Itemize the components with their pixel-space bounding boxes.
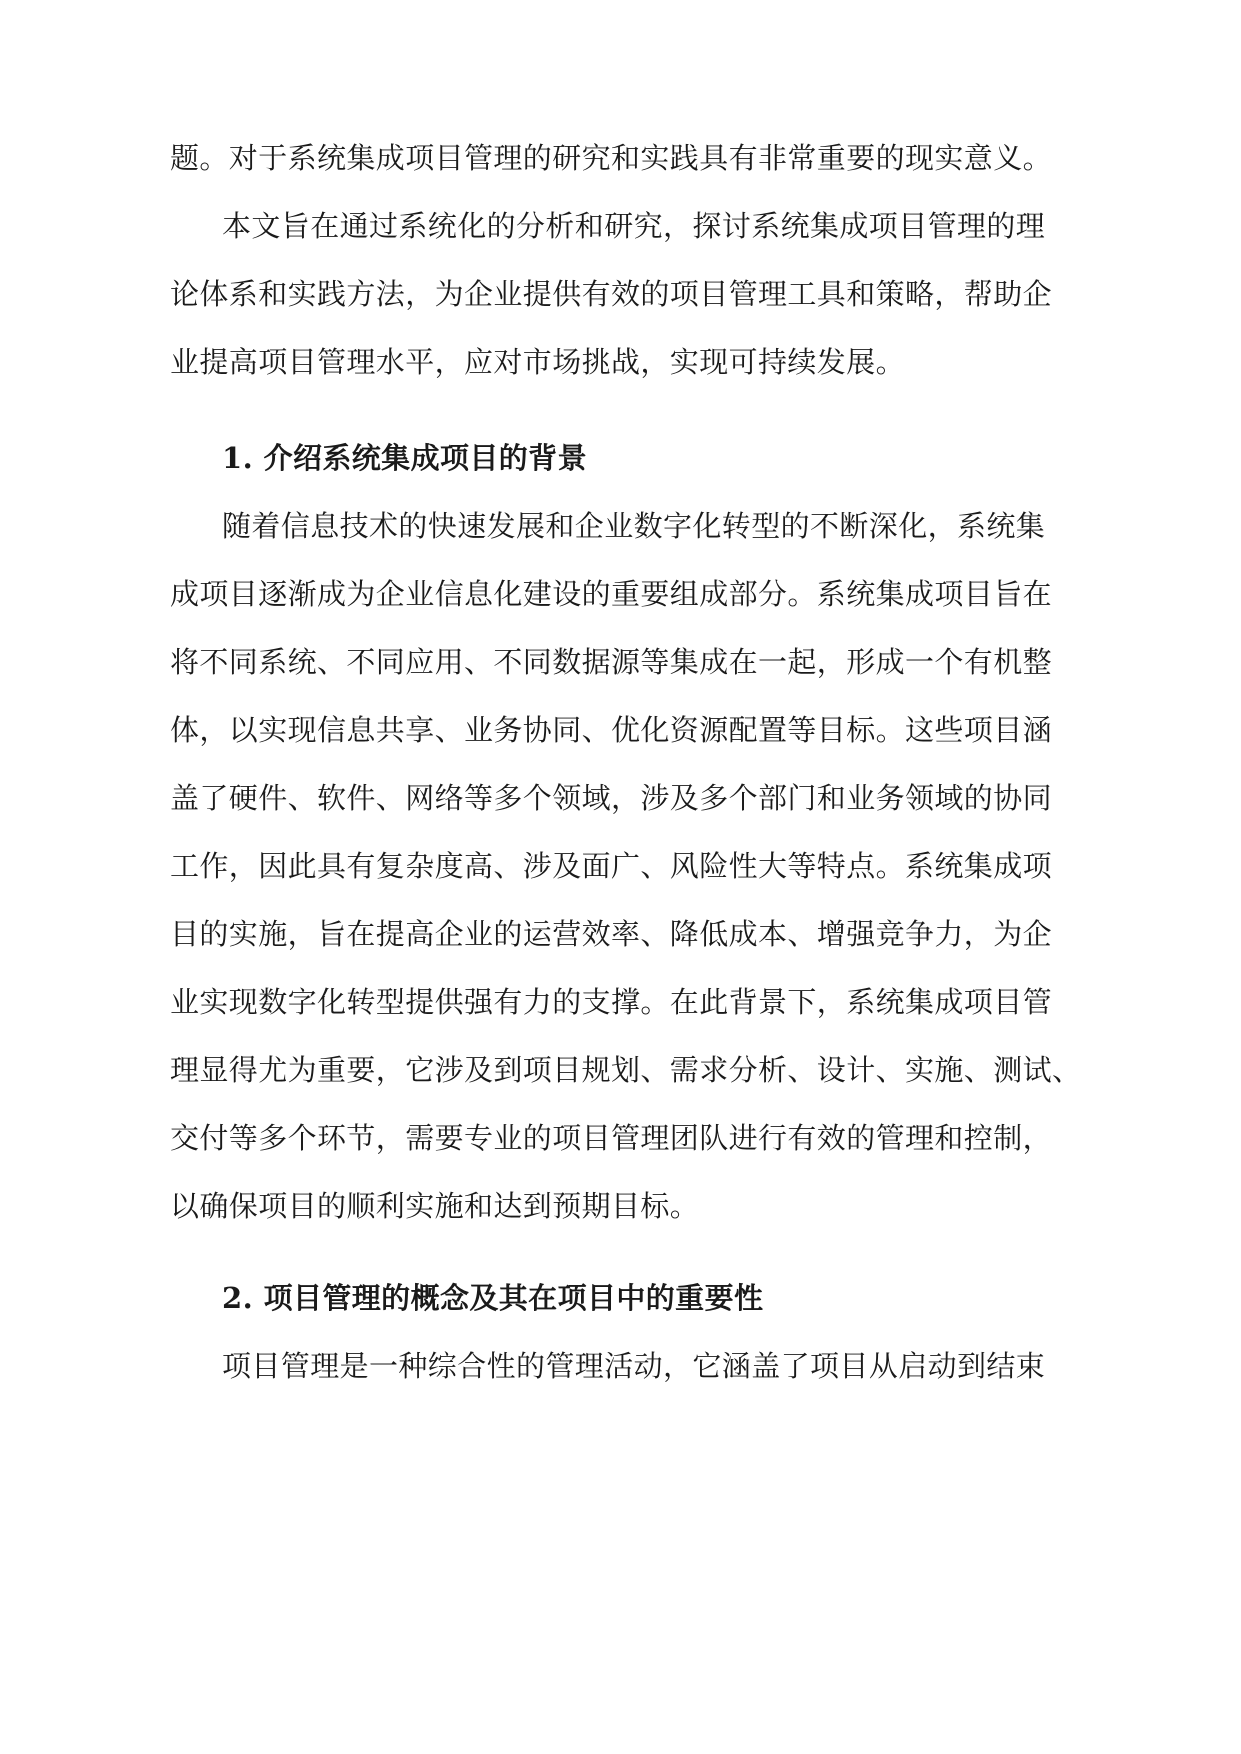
body-text-line: 以确保项目的顺利实施和达到预期目标。 — [170, 1189, 700, 1223]
body-text-line: 业实现数字化转型提供强有力的支撑。在此背景下，系统集成项目管 — [170, 985, 1053, 1019]
body-text-line: 理显得尤为重要，它涉及到项目规划、需求分析、设计、实施、测试、 — [170, 1053, 1082, 1087]
body-text-line: 业提高项目管理水平，应对市场挑战，实现可持续发展。 — [170, 345, 906, 379]
section-heading: 2. 项目管理的概念及其在项目中的重要性 — [222, 1281, 764, 1315]
body-text-line: 盖了硬件、软件、网络等多个领域，涉及多个部门和业务领域的协同 — [170, 781, 1053, 815]
body-text-line: 论体系和实践方法，为企业提供有效的项目管理工具和策略，帮助企 — [170, 277, 1053, 311]
body-text-line: 随着信息技术的快速发展和企业数字化转型的不断深化，系统集 — [222, 509, 1046, 543]
body-text-line: 项目管理是一种综合性的管理活动，它涵盖了项目从启动到结束 — [222, 1349, 1046, 1383]
body-text-line: 将不同系统、不同应用、不同数据源等集成在一起，形成一个有机整 — [170, 645, 1053, 679]
section-heading: 1. 介绍系统集成项目的背景 — [222, 441, 587, 475]
body-text-line: 交付等多个环节，需要专业的项目管理团队进行有效的管理和控制， — [170, 1121, 1053, 1155]
body-text-line: 本文旨在通过系统化的分析和研究，探讨系统集成项目管理的理 — [222, 209, 1046, 243]
body-text-line: 成项目逐渐成为企业信息化建设的重要组成部分。系统集成项目旨在 — [170, 577, 1053, 611]
body-text-line: 目的实施，旨在提高企业的运营效率、降低成本、增强竞争力，为企 — [170, 917, 1053, 951]
body-text-line: 体，以实现信息共享、业务协同、优化资源配置等目标。这些项目涵 — [170, 713, 1053, 747]
body-text-line: 工作，因此具有复杂度高、涉及面广、风险性大等特点。系统集成项 — [170, 849, 1053, 883]
body-text-line: 题。对于系统集成项目管理的研究和实践具有非常重要的现实意义。 — [170, 141, 1053, 175]
